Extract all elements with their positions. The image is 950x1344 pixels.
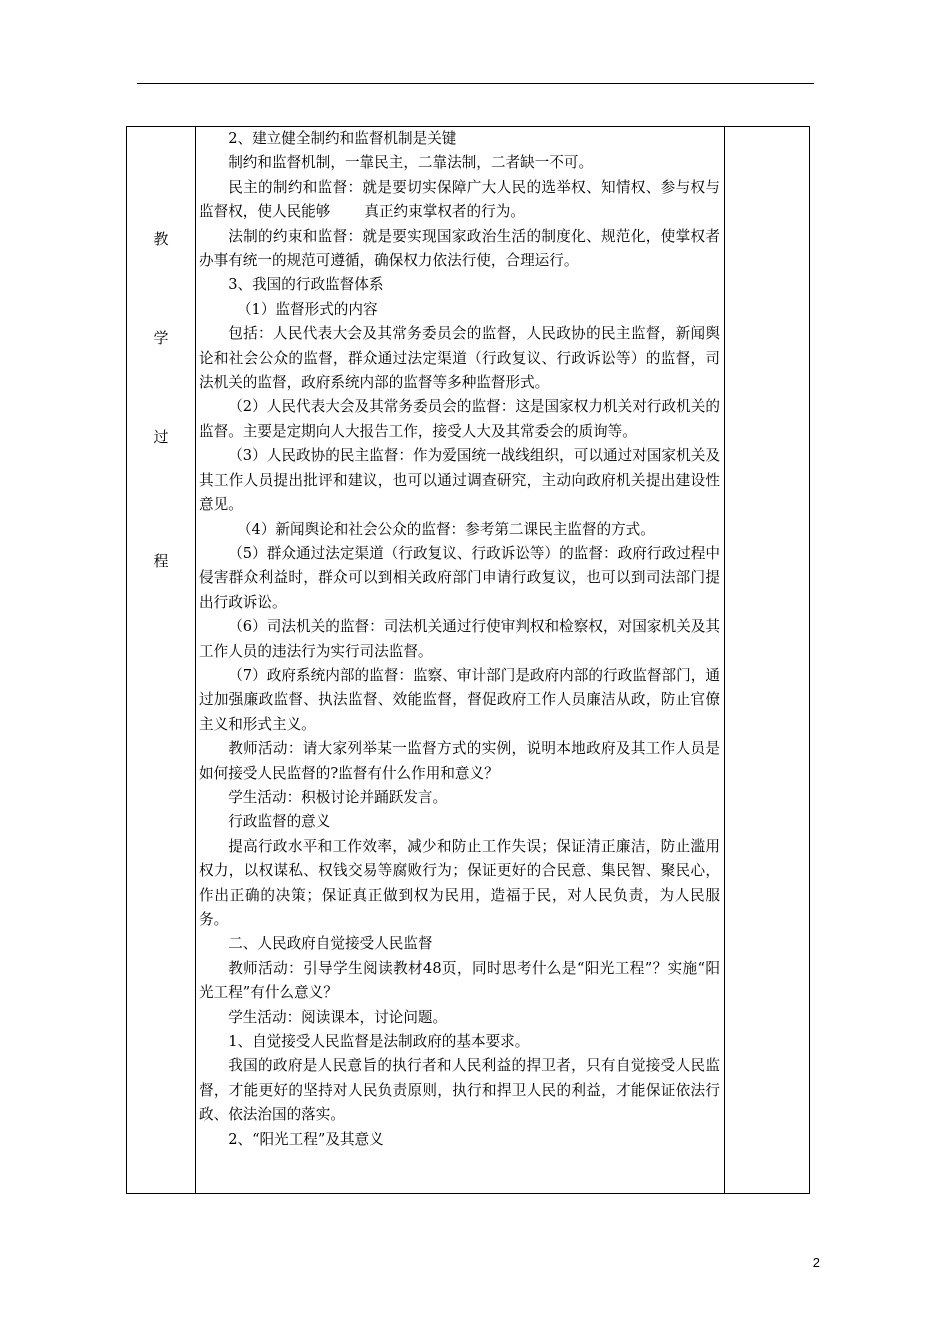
column-divider-left: [195, 127, 196, 1193]
label-char-cheng: 程: [153, 552, 169, 570]
paragraph: （6）司法机关的监督：司法机关通过行使审判权和检察权，对国家机关及其工作人员的违法行为实行司法监督。: [199, 618, 720, 660]
subheading-1: （1）监督形式的内容: [236, 300, 378, 318]
student-activity: 学生活动：阅读课本，讨论问题。: [228, 1008, 448, 1026]
paragraph: 提高行政水平和工作效率，减少和防止工作失误；保证清正廉洁，防止滥用权力，以权谋私、权钱交易等腐败行为；保证更好的合民意、集民智、聚民心，作出正确的决策；保证真正做到权为民用，造福于民，对人民负责，为人民服务。: [199, 837, 720, 928]
label-char-guo: 过: [153, 428, 169, 446]
lesson-table: [126, 126, 810, 1194]
paragraph: 民主的制约和监督：就是要切实保障广大人民的选举权、知情权、参与权与监督权，使人民能够 真正约束掌权者的行为。: [199, 178, 720, 221]
paragraph: （2）人民代表大会及其常务委员会的监督：这是国家权力机关对行政机关的监督。主要是定期向人大报告工作，接受人大及其常委会的质询等。: [199, 398, 720, 440]
heading-2-mechanism: 2、建立健全制约和监督机制是关键: [228, 130, 457, 147]
paragraph: （5）群众通过法定渠道（行政复议、行政诉讼等）的监督：政府行政过程中侵害群众利益时，群众可以到相关政府部门申请行政复议，也可以到司法部门提出行政诉讼。: [199, 544, 720, 611]
page-number: 2: [812, 1255, 820, 1270]
heading-1-requirement: 1、自觉接受人民监督是法制政府的基本要求。: [228, 1033, 530, 1051]
column-divider-right: [724, 127, 725, 1193]
subheading-significance: 行政监督的意义: [228, 813, 331, 831]
paragraph: （7）政府系统内部的监督：监察、审计部门是政府内部的行政监督部门，通过加强廉政监督、执法监督、效能监督，督促政府工作人员廉洁从政，防止官僚主义和形式主义。: [199, 666, 720, 733]
paragraph: （3）人民政协的民主监督：作为爱国统一战线组织，可以通过对国家机关及其工作人员提出批评和建议，也可以通过调查研究，主动向政府机关提出建设性意见。: [199, 447, 720, 514]
teacher-activity: 教师活动：引导学生阅读教材48页，同时思考什么是“阳光工程”？实施“阳光工程”有什么意义？: [199, 959, 720, 1002]
section-label-column: [127, 127, 195, 1193]
lesson-content: [199, 127, 720, 1152]
label-char-xue: 学: [153, 329, 169, 347]
header-rule: [137, 83, 814, 84]
student-activity: 学生活动：积极讨论并踊跃发言。: [228, 788, 448, 806]
heading-section-two: 二、人民政府自觉接受人民监督: [228, 935, 433, 953]
paragraph: 我国的政府是人民意旨的执行者和人民利益的捍卫者，只有自觉接受人民监督，才能更好的坚持对人民负责原则，执行和捍卫人民的利益，才能保证依法行政、依法治国的落实。: [199, 1057, 720, 1124]
heading-3-supervision-system: 3、我国的行政监督体系: [228, 276, 384, 294]
paragraph: 法制的约束和监督：就是要实现国家政治生活的制度化、规范化，使掌权者办事有统一的规范可遵循，确保权力依法行使，合理运行。: [199, 227, 720, 270]
paragraph: 包括：人民代表大会及其常务委员会的监督，人民政协的民主监督，新闻舆论和社会公众的监督，群众通过法定渠道（行政复议、行政诉讼等）的监督，司法机关的监督，政府系统内部的监督等多种监督形式。: [199, 325, 720, 392]
paragraph: （4）新闻舆论和社会公众的监督：参考第二课民主监督的方式。: [236, 520, 655, 538]
teacher-activity: 教师活动：请大家列举某一监督方式的实例，说明本地政府及其工作人员是如何接受人民监督的?监督有什么作用和意义？: [199, 740, 720, 782]
heading-2-sunshine-project: 2、“阳光工程”及其意义: [228, 1130, 384, 1148]
paragraph: 制约和监督机制，一靠民主，二靠法制，二者缺一不可。: [228, 154, 594, 172]
label-char-jiao: 教: [153, 230, 169, 248]
